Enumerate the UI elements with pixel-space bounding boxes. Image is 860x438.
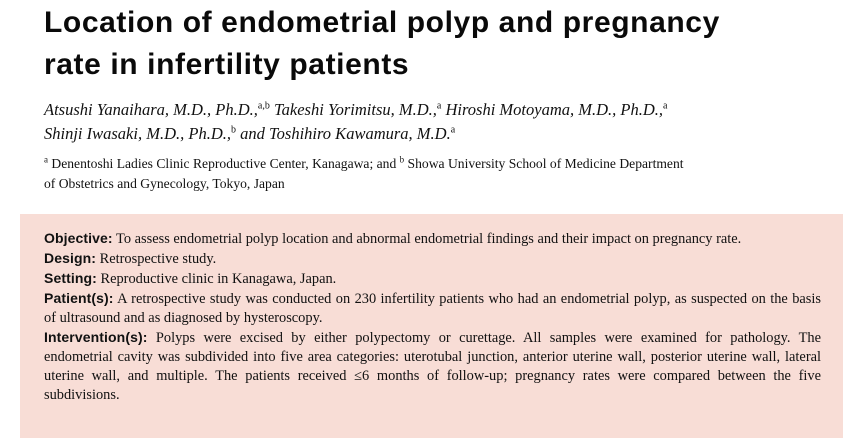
setting-text: Reproductive clinic in Kanagawa, Japan.	[96, 271, 337, 287]
affiliations	[44, 154, 844, 194]
affiliation-b-text: Showa University School of Medicine Department	[404, 156, 684, 171]
design-label: Design:	[44, 250, 97, 266]
affiliation-a-marker: a	[44, 154, 48, 165]
abstract-design	[44, 249, 821, 269]
affiliation-line-2: of Obstetrics and Gynecology, Tokyo, Japan	[44, 176, 285, 191]
patients-label: Patient(s):	[44, 290, 114, 306]
patients-text: A retrospective study was conducted on 230 infertility patients who had an endometrial polyp, as suspected on the basis of ultrasound and as diagnosed by hysteroscopy.	[44, 291, 821, 326]
author-yanaihara-affil: a,b	[257, 100, 270, 112]
abstract-setting	[44, 269, 821, 289]
author-list	[44, 98, 844, 146]
objective-text: To assess endometrial polyp location and abnormal endometrial findings and their impact on pregnancy rate.	[112, 231, 742, 247]
author-yanaihara: Atsushi Yanaihara, M.D., Ph.D.,	[44, 100, 258, 119]
abstract-intervention	[44, 328, 821, 405]
author-iwasaki-affil: b	[231, 124, 236, 136]
affiliation-b-marker: b	[399, 154, 405, 165]
affiliation-line-1	[44, 154, 844, 174]
objective-label: Objective:	[44, 230, 113, 246]
author-line-2	[44, 122, 844, 146]
author-motoyama: Hiroshi Motoyama, M.D., Ph.D.,	[441, 100, 664, 119]
author-kawamura: and Toshihiro Kawamura, M.D.	[236, 124, 451, 143]
intervention-text: Polyps were excised by either polypectomy or curettage. All samples were examined for pathology. The endometrial cavity was subdivided into five area categories: uterotubal junction, anterior uterine wall, posterior uterine wall, lateral uterine wall, and multiple. The patients received ≤6 months of follow-up; pregnancy rates were compared between the five subdivisions.	[44, 330, 821, 403]
author-line-1	[44, 98, 844, 122]
author-kawamura-affil: a	[450, 124, 456, 136]
author-motoyama-affil: a	[663, 100, 668, 112]
author-iwasaki: Shinji Iwasaki, M.D., Ph.D.,	[44, 124, 231, 143]
affiliation-a-text: Denentoshi Ladies Clinic Reproductive Center, Kanagawa; and	[48, 156, 400, 171]
design-text: Retrospective study.	[96, 251, 217, 267]
abstract-patients	[44, 289, 821, 328]
setting-label: Setting:	[44, 270, 97, 286]
abstract-objective	[44, 229, 821, 249]
author-yorimitsu-affil: a	[436, 100, 442, 112]
article-title-line-1: Location of endometrial polyp and pregnancy	[44, 6, 720, 39]
intervention-label: Intervention(s):	[44, 329, 148, 345]
author-yorimitsu: Takeshi Yorimitsu, M.D.,	[269, 100, 437, 119]
article-title	[44, 2, 844, 86]
article-title-line-2: rate in infertility patients	[44, 48, 410, 81]
abstract-box	[20, 214, 843, 438]
